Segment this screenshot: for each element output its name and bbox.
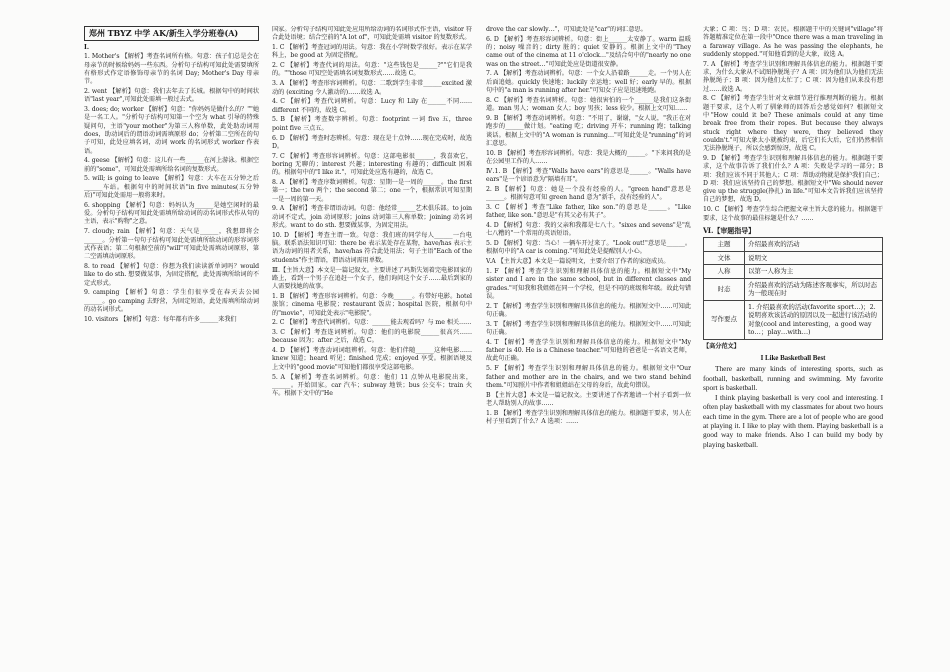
answer-item: 5. A 【解析】考查名词辨析。句意：他们 11 点钟从电影院出来，______。开始回家。car 汽车；subway 地铁；bus 公交车；train 火车。根据下文中的"He	[272, 373, 472, 398]
answer-item: 5. D 【解析】句意：当心！一辆车开过来了。"Look out!"意思是______。根据句中的"A car is coming."可知此处是提醒别人小心。	[486, 240, 691, 256]
answer-item: 2. T 【解析】考查学生识别和理解具体信息的能力。根据短文中……可知此句正确。	[486, 302, 691, 318]
page-title: 郑州 TBYZ 中学 AK/新生入学分班卷(A)	[84, 26, 259, 41]
answer-item: 8. C 【解析】考查名词辨析。句意：她很害怕的一个______是我们这条街道。man 男人；woman 女人；boy 男孩；less 较少。根据上文可知……	[486, 96, 691, 113]
answer-item: 5. F 【解析】考查学生识别和理解具体信息的能力。根据短文中"Our father and mother are in the chairs, and we two stand behind them."可知照片中作者和姐姐站在父母的身后，故此句错误。	[486, 365, 691, 389]
column-1	[84, 26, 259, 662]
answer-item: 1. B 【解析】考查学生识别和理解具体信息的能力。根据题干要求，男人在村子里看到了什么？A 选项：……	[486, 409, 691, 426]
answer-item: drove the car slowly…"，可知此处是"car"的词汇意思。	[486, 26, 647, 33]
answer-item: 4. D 【解析】句意：我的父亲和我都是七八十。"sixes and sevens"是"乱七八糟的"一个常用的英语短语。	[486, 222, 691, 238]
answer-item: 6. shopping 【解析】句意：妈妈认为______是她空闲时的最爱。分析句子结构可知此处需填所给动词的动名词形式作从句的主语，表示"购物"之意。	[84, 201, 259, 226]
answer-item: 大象；C 项：鸟；D 项：农民。根据题干中的关键词"village"将答题精准定位在第一段中"Once there was a man traveling in a faraway village. As he was passing the elephants, he suddenly stopped."可知他看到的是大象，故选 A。	[703, 26, 883, 58]
answer-item: 1. C 【解析】考查冠词的用法。句意：我在小学时数学很好。表示在某学科上，be good at 为固定搭配。	[272, 44, 472, 60]
guide-key: 文体	[704, 251, 745, 265]
answer-item: 7. C 【解析】考查形容词辨析。句意：这部电影很______，我喜欢它，boring 无聊的；interest 兴趣；interesting 有趣的；difficult 困难的。根据句中的"I like it."，可知此处应选有趣的，故选 C。	[272, 152, 472, 177]
answer-item: 2. C 【解析】考查代词的用法。句意："这些钱包是______?""它们是我的。""those 可知空处需填名词复数形式……故选 C。	[272, 62, 472, 78]
model-essay	[703, 364, 883, 449]
answer-item: 10. D 【解析】考查主谓一致。句意：我们班的同学每人______一台电脑。联系语法知识可知：there be 表示某处存在某物，have/has 表示主语为动词的用者关系，have/has 符合此处用法；句子主语"Each of the students"作主谓语，谓语动词需用单数。	[272, 231, 472, 264]
guide-row	[704, 300, 883, 339]
answer-item: 9. D 【解析】考查学生识别和理解具体信息的能力。根据题干要求，这个故事告诉了我们什么？A 项：失败是学习的一部分；B 项：我们应该不同于其他人；C 项：帮助动物就是保护我们自己；D 项：我们应该坚持自己的梦想。根据短文中"We should never give up the struggle(挣扎) in life."可知本文告诉我们应该坚持自己的梦想，故选 D。	[703, 154, 883, 204]
guide-key: 时态	[704, 278, 745, 300]
model-essay-tag: 【高分范文】	[703, 342, 740, 350]
answer-item: 9. camping 【解析】句意：学生们很享受在春天去公园______。go camping 去野营，为固定短语，此处需填所给动词的动名词形式。	[84, 289, 259, 313]
column-2	[272, 26, 472, 662]
column-1-items	[84, 53, 259, 324]
essay-title: I Like Basketball Best	[760, 353, 826, 362]
answer-item: 3. T 【解析】考查学生识别和理解具体信息的能力。根据短文中……可知此句正确。	[486, 320, 691, 337]
guide-row	[704, 265, 883, 279]
guide-row	[704, 251, 883, 265]
answer-item: V.A 【主旨大意】本文是一篇说明文，主要介绍了作者的家庭成员。	[486, 258, 670, 266]
answer-item: 1. B 【解析】考查形容词辨析。句意：今晚______。有带好电影。hotel 旅馆；cinema 电影院；restaurant 饭店；hospital 医院，根据句中的"movie"，可知此处表示"电影院"。	[272, 292, 472, 317]
answer-item: 3. C 【解析】考查"Like father, like son."的意思是______。"Like father, like son."意思是"有其父必有其子"。	[486, 203, 691, 220]
column-3-items	[486, 26, 691, 426]
answer-item: 8. A 【解析】考查序数词辨析。句意：星期一是一周的______。the first 第一；the two 两个；the second 第二；one 一个，根据常识可知星期一是一周的第一天。	[272, 179, 472, 203]
answer-item: 7. cloudy; rain 【解析】句意：天气是______，我想即将会______。分析第一句句子结构可知此处需填所给动词的形容词形式作表语；第二句根据空前的"will"可知此处需填动词原形，第二空需填动词原形。	[84, 228, 259, 261]
answer-item: 4. geese 【解析】句意：这儿有一些______在河上游泳。根据空前的"some"，可知此处需填所给名词的复数形式。	[84, 157, 259, 173]
answer-item: 3. A 【解析】考查形容词辨析。句意：二歌到学生非常______excited 激动的 (exciting 令人激动的)……故选 A。	[272, 80, 472, 96]
guide-value: 介绍最喜欢的活动	[745, 238, 883, 252]
answer-item: 国家。分析句子结构可知此处应用所给动词的名词形式作主语，visitor 符合此处语境；结合空前的"A lot of"，可知此处需填 visitor 的复数形式。	[272, 26, 472, 42]
guide-row	[704, 278, 883, 300]
writing-guide-heading: Ⅵ.【审题指导】	[703, 225, 756, 235]
answer-item: 1. F 【解析】考查学生识别和理解具体信息的能力。根据短文中"My sister and I are in the same school, but in different classes and grades."可知我和我姐姐在同一个学校，但是不同的班级和年级。故此句错误。	[486, 268, 691, 300]
answer-item: 8. C 【解析】考查学生针对文章细节进行推理判断的能力。根据题干要求，这个人听了驯象师的回答后会感觉如何？根据短文中"How could it be? These animals could at any time break free from their ropes. But because they always stuck right where they were, they believed they couldn't."可知大象太小就被约束，后它们长大后，它们仍然相信无法挣脱绳子，所以会感到惊讶，故选 C。	[703, 95, 883, 153]
answer-item: Ⅲ.【主旨大意】本文是一篇记叙文。主要讲述了玛斯失划着完电影回家的路上，看到一个男子在追赶一个女子，他们询问这个女子……最后到家的人需要找她的故事。	[272, 266, 472, 291]
answer-item: 6. D 【解析】考查形容词辨析。句意：街上______太安静了。warm 温暖的；noisy 噪音的；dirty 脏的；quiet 安静的。根据上文中的"They came out of the cinema at 11 o'clock…"及结合句中的"nearly no one was on the street…"可知此处应是街道很安静。	[486, 35, 691, 68]
answer-item: 2. went 【解析】句意：我们去年去了长城。根据句中的时间状语"last year",可知此处需填一般过去式。	[84, 87, 259, 104]
answer-item: 3. C 【解析】考查连词辨析。句意：他们的电影院______很高兴……because 因为；after 之后，故选 C。	[272, 329, 472, 345]
answer-item: 9. A 【解析】考查非谓语动词。句意：他经常______艺术俱乐部。to join 动词不定式，join 动词原形；joins 动词第三人称单数；joining 动名词形式。want to do sth. 想要做某事，为固定用法。	[272, 205, 472, 230]
answer-item: 5. B 【解析】考查数字辨析。句意：footprint 一词 five 五，three point five 三点五。	[272, 116, 472, 132]
answer-item: 8. to read 【解析】句意：你想为我们读读新单词吗？would like to do sth. 想要做某事，为固定搭配，此处需填所给词的不定式形式。	[84, 262, 259, 287]
answer-item: 7. A 【解析】考查学生识别和理解具体信息的能力。根据题干要求，为什么大象从不试图挣脱绳子？A 项：因为他们认为他们无法挣脱绳子；B 项：因为他们太忙了；C 项：因为他们从来没有想过……故选 A。	[703, 60, 883, 93]
guide-key: 人称	[704, 265, 745, 279]
guide-row	[704, 238, 883, 252]
section-heading: Ⅰ.	[84, 44, 89, 51]
answer-item: 10. C 【解析】考查学生综合把握文章主旨大意的能力。根据题干要求，这个故事的最佳标题是什么？……	[703, 206, 883, 222]
guide-value: 说明文	[745, 251, 883, 265]
guide-key: 写作要点	[704, 300, 745, 339]
column-2-items	[272, 26, 472, 398]
answer-item: 4. T 【解析】考查学生识别和理解具体信息的能力。根据短文中"My father is 40. He is a Chinese teacher."可知他的爸爸是一名语文老师，故此句正确。	[486, 338, 691, 363]
guide-value: 以第一人称为主	[745, 265, 883, 279]
essay-paragraph: There are many kinds of interesting sports, such as football, basketball, running and swimming. My favorite sport is basketball.	[703, 364, 883, 392]
answer-item: 2. C 【解析】考查代词辨析。句意：______能去观看吗？与 me 相关……	[272, 319, 472, 327]
answer-item: 10. B 【解析】考查形容词辨析。句意：我是大概的______。"下来问我的是在公园里工作的人……	[486, 149, 691, 165]
answer-item: 4. D 【解析】考查动词词组辨析。句意：他们伴随______这种电影……knew 知道；heard 听见；finished 完成；enjoyed 享受。根据语境及上文中的"good movie"可知他们都很享受这部电影。	[272, 347, 472, 371]
answer-item: Ⅳ.1. B 【解析】考查"Walls have ears"的意思是______。"Walls have ears"是一个谚语意为"隔墙有耳"。	[486, 167, 691, 184]
guide-value: 1. 介绍最喜欢的活动(favorite sport…)；2. 说明喜欢该活动的原因以及一起进行该活动的对象(cool and interesting，a good way to…；play…with…)	[745, 300, 883, 339]
answer-item: 1. Mother's 【解析】考查名词所有格。句意：孩子们总是会在母亲节的时候给妈妈一些东西。分析句子结构可知此处需要填所有格形式作定语修饰母亲节的名词 Day; Mother's Day 母亲节。	[84, 53, 259, 86]
answer-item: 6. D 【解析】考查时态辨析。句意：现在是十点钟……现在完成时，故选 D。	[272, 134, 472, 150]
writing-guide-table	[703, 237, 883, 340]
answer-item: 4. C 【解析】考查代词辨析。句意：Lucy 和 Lily 在______不同……different 不同的，故选 C。	[272, 98, 472, 114]
answer-item: 3. does; do; worker 【解析】句意："你妈妈是做什么的？""她是一名工人。"分析句子结构可知第一个空为 what 引导的特殊疑问句，主语"your mother"为第三人称单数，此处助动词用 does，助动词后的谓语动词需填原形 do；分析第二空所在的句子可知，此处应填名词，动词 work 的名词形式 worker 作表语。	[84, 106, 259, 155]
guide-value: 介绍最喜欢的活动为陈述客观事实，所以时态为一般现在时	[745, 278, 883, 300]
answer-item: 2. B 【解析】句意：她是一个没有经验的人。"green hand"意思是______。根据句意可知 green hand 意为"新手，没有经验的人"。	[486, 185, 691, 202]
answer-item: B 【主旨大意】本文是一篇记叙文。主要讲述了作者邀请一个村子看到一位老人帮助别人的故事……	[486, 391, 691, 407]
answer-item: 7. A 【解析】考查动词辨析。句意：一个女人沿着路______走。一个男人在后面追她。quickly 快速地；luckily 幸运地；well 好；early 早的。根据句中的"a man is running after her."可知女子应是迅速地跑。	[486, 70, 691, 95]
column-3	[486, 26, 691, 662]
answer-item: 9. B 【解析】考查动词辨析。句意："不用了，谢谢，"女人说，"我正在对跑步的______做计划。"eating 吃；driving 开车；running 跑；talking 谈话。根据上文中的"A woman is running…"可知此处是"running"的词汇意思。	[486, 114, 691, 147]
answer-item: 5. will; is going to leave 【解析】句意：大车在五分钟之后______车站。根据句中的时间状语"in five minutes(五分钟后)"可知此处需用一般将来时。	[84, 175, 259, 200]
column-4-items	[703, 26, 883, 223]
essay-paragraph: I think playing basketball is very cool and interesting. I often play basketball with my classmates for about two hours each time in the gym. There are a lot of people who are good at playing it. I like to play with them. Playing basketball is a good way to make friends. Also I can build my body by playing basketball.	[703, 393, 883, 449]
guide-key: 主题	[704, 238, 745, 252]
answer-item: 10. visitors 【解析】句意：每年都有许多______来我们	[84, 315, 237, 323]
column-4	[703, 26, 883, 662]
